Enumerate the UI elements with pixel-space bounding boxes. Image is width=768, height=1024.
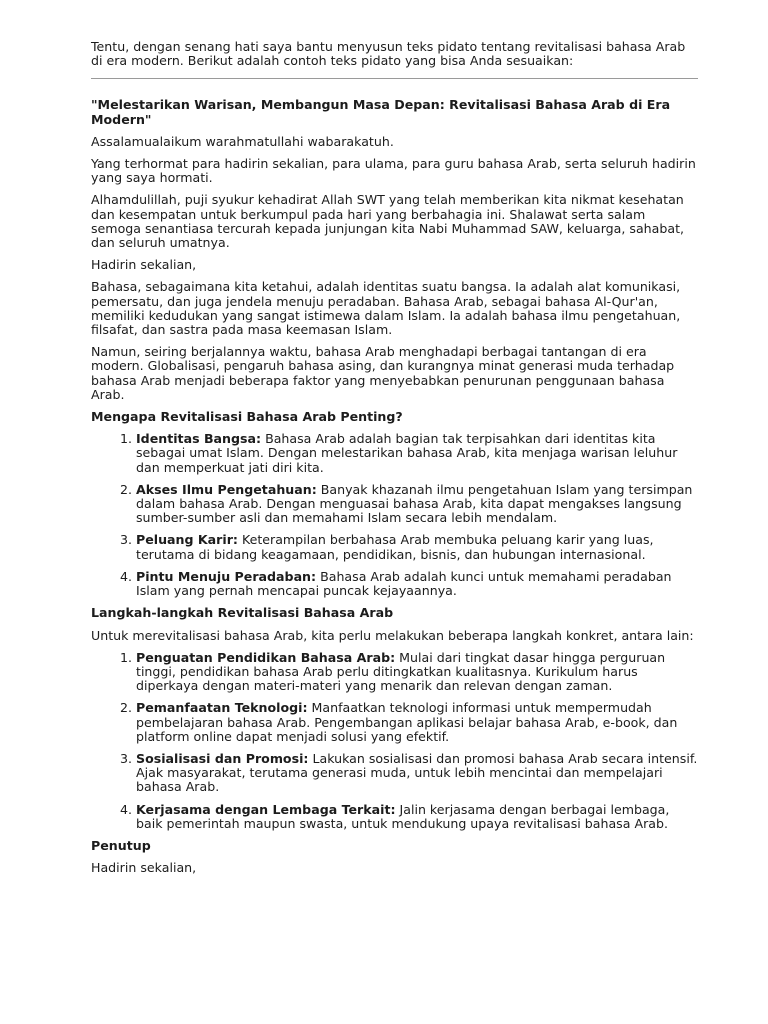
intro-paragraph: Tentu, dengan senang hati saya bantu menyusun teks pidato tentang revitalisasi bahasa Arab di era modern. Berikut adalah contoh teks pidato yang bisa Anda sesuaikan:	[91, 39, 686, 69]
paragraph-salutation: Yang terhormat para hadirin sekalian, para ulama, para guru bahasa Arab, serta seluruh hadirin yang saya hormati.	[91, 156, 696, 186]
list-item	[136, 483, 698, 526]
list-item-text: Keterampilan berbahasa Arab membuka peluang karir yang luas, terutama di bidang keagamaan, pendidikan, bisnis, dan hubungan internasional.	[136, 532, 654, 562]
list-item	[136, 803, 698, 831]
steps-lead: Untuk merevitalisasi bahasa Arab, kita perlu melakukan beberapa langkah konkret, antara lain:	[91, 627, 694, 643]
speech-title: "Melestarikan Warisan, Membangun Masa Depan: Revitalisasi Bahasa Arab di Era Modern"	[91, 97, 671, 127]
list-item	[136, 651, 698, 694]
closing-text: Hadirin sekalian,	[91, 860, 197, 876]
paragraph-language-identity: Bahasa, sebagaimana kita ketahui, adalah identitas suatu bangsa. Ia adalah alat komunikasi, pemersatu, dan juga jendela menuju peradaban. Bahasa Arab, sebagai bahasa Al-Qur'an, memiliki kedudukan yang sangat istimewa dalam Islam. Ia adalah bahasa ilmu pengetahuan, filsafat, dan sastra pada masa keemasan Islam.	[91, 279, 681, 338]
list-item-term: Peluang Karir:	[136, 532, 238, 548]
list-item	[136, 752, 698, 795]
list-item	[136, 432, 698, 475]
list-item-term: Akses Ilmu Pengetahuan:	[136, 481, 317, 497]
divider	[91, 78, 698, 79]
list-item-term: Identitas Bangsa:	[136, 431, 262, 447]
greeting: Assalamualaikum warahmatullahi wabarakatuh.	[91, 133, 394, 149]
paragraph-address: Hadirin sekalian,	[91, 257, 197, 273]
list-item-term: Sosialisasi dan Promosi:	[136, 750, 309, 766]
list-item	[136, 701, 698, 744]
list-item-term: Kerjasama dengan Lembaga Terkait:	[136, 801, 396, 817]
section-heading-importance: Mengapa Revitalisasi Bahasa Arab Penting?	[91, 409, 403, 425]
steps-list	[91, 651, 698, 831]
list-item-text: Bahasa Arab adalah bagian tak terpisahkan dari identitas kita sebagai umat Islam. Dengan melestarikan bahasa Arab, kita menjaga warisan leluhur dan memperkuat jati diri kita.	[136, 431, 678, 475]
section-heading-steps: Langkah-langkah Revitalisasi Bahasa Arab	[91, 605, 394, 621]
list-item-text: Manfaatkan teknologi informasi untuk mempermudah pembelajaran bahasa Arab. Pengembangan aplikasi belajar bahasa Arab, e-book, dan platform online dapat menjadi solusi yang efektif.	[136, 700, 678, 744]
list-item-term: Penguatan Pendidikan Bahasa Arab:	[136, 649, 396, 665]
list-item	[136, 533, 698, 561]
list-item-text: Lakukan sosialisasi dan promosi bahasa Arab secara intensif. Ajak masyarakat, terutama generasi muda, untuk lebih mencintai dan mempelajari bahasa Arab.	[136, 750, 698, 795]
list-item-text: Banyak khazanah ilmu pengetahuan Islam yang tersimpan dalam bahasa Arab. Dengan menguasai bahasa Arab, kita dapat mengakses langsung sumber-sumber asli dan memahami Islam secara lebih mendalam.	[136, 481, 693, 526]
paragraph-praise: Alhamdulillah, puji syukur kehadirat Allah SWT yang telah memberikan kita nikmat kesehatan dan kesempatan untuk berkumpul pada hari yang berbahagia ini. Shalawat serta salam semoga senantiasa tercurah kepada junjungan kita Nabi Muhammad SAW, keluarga, sahabat, dan seluruh umatnya.	[91, 192, 685, 251]
paragraph-challenges: Namun, seiring berjalannya waktu, bahasa Arab menghadapi berbagai tantangan di era modern. Globalisasi, pengaruh bahasa asing, dan kurangnya minat generasi muda terhadap bahasa Arab menjadi beberapa faktor yang menyebabkan penurunan penggunaan bahasa Arab.	[91, 344, 675, 402]
list-item-text: Bahasa Arab adalah kunci untuk memahami peradaban Islam yang pernah mencapai puncak kejayaannya.	[136, 568, 672, 599]
list-item-term: Pintu Menuju Peradaban:	[136, 568, 317, 584]
list-item-text: Mulai dari tingkat dasar hingga perguruan tinggi, pendidikan bahasa Arab perlu ditingkatkan kualitasnya. Kurikulum harus diperkaya dengan materi-materi yang menarik dan relevan dengan zaman.	[136, 649, 666, 694]
list-item	[136, 570, 698, 598]
list-item-term: Pemanfaatan Teknologi:	[136, 700, 308, 716]
section-heading-closing: Penutup	[91, 837, 151, 853]
list-item-text: Jalin kerjasama dengan berbagai lembaga, baik pemerintah maupun swasta, untuk mendukung upaya revitalisasi bahasa Arab.	[136, 801, 670, 831]
importance-list	[91, 432, 698, 598]
